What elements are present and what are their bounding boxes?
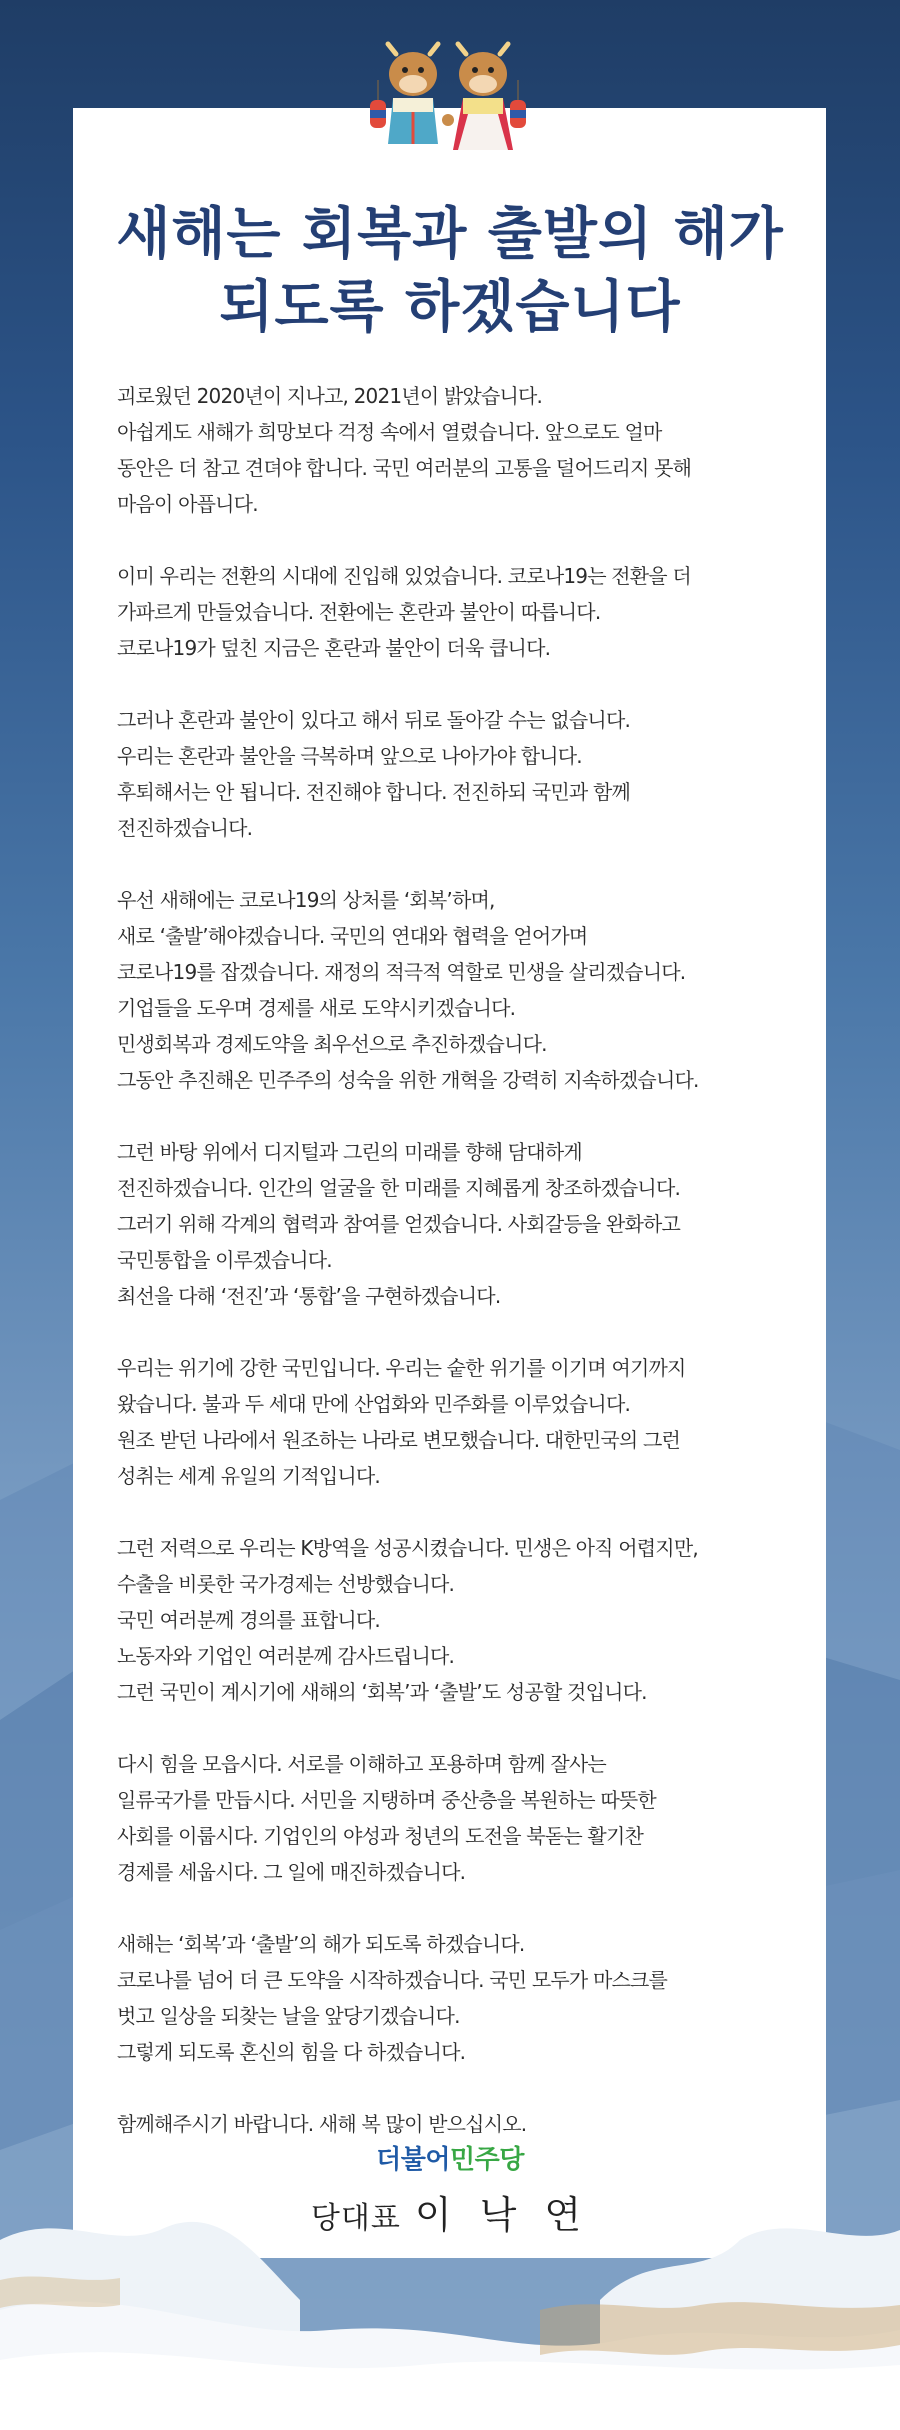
text-line: 마음이 아픕니다. — [117, 492, 258, 516]
text-line: 국민 여러분께 경의를 표합니다. — [117, 1608, 380, 1632]
text-line: 후퇴해서는 안 됩니다. 전진해야 합니다. 전진하되 국민과 함께 — [117, 780, 631, 804]
text-line: 국민통합을 이루겠습니다. — [117, 1248, 332, 1272]
text-line: 새해는 ‘회복’과 ‘출발’의 해가 되도록 하겠습니다. — [117, 1932, 525, 1956]
text-line: 최선을 다해 ‘전진’과 ‘통합’을 구현하겠습니다. — [117, 1284, 501, 1308]
text-line: 새로 ‘출발’해야겠습니다. 국민의 연대와 협력을 얻어가며 — [117, 924, 588, 948]
party-logo-part2: 민주당 — [450, 2145, 524, 2175]
text-line: 사회를 이룹시다. 기업인의 야성과 청년의 도전을 북돋는 활기찬 — [117, 1824, 643, 1848]
text-line: 벗고 일상을 되찾는 날을 앞당기겠습니다. — [117, 2004, 460, 2028]
text-line: 우리는 혼란과 불안을 극복하며 앞으로 나아가야 합니다. — [117, 744, 582, 768]
text-line: 우선 새해에는 코로나19의 상처를 ‘회복’하며, — [117, 888, 495, 912]
text-line: 그동안 추진해온 민주주의 성숙을 위한 개혁을 강력히 지속하겠습니다. — [117, 1068, 699, 1092]
text-line: 코로나19를 잡겠습니다. 재정의 적극적 역할로 민생을 살리겠습니다. — [117, 960, 686, 984]
text-line: 그런 국민이 계시기에 새해의 ‘회복’과 ‘출발’도 성공할 것입니다. — [117, 1680, 647, 1704]
text-line: 우리는 위기에 강한 국민입니다. 우리는 숱한 위기를 이기며 여기까지 — [117, 1356, 686, 1380]
text-line: 전진하겠습니다. — [117, 816, 253, 840]
text-line: 이미 우리는 전환의 시대에 진입해 있었습니다. 코로나19는 전환을 더 — [117, 564, 691, 588]
text-line: 가파르게 만들었습니다. 전환에는 혼란과 불안이 따릅니다. — [117, 600, 601, 624]
text-line: 경제를 세웁시다. 그 일에 매진하겠습니다. — [117, 1860, 466, 1884]
text-line: 원조 받던 나라에서 원조하는 나라로 변모했습니다. 대한민국의 그런 — [117, 1428, 681, 1452]
text-line: 그러기 위해 각계의 협력과 참여를 얻겠습니다. 사회갈등을 완화하고 — [117, 1212, 681, 1236]
text-line: 함께해주시기 바랍니다. 새해 복 많이 받으십시오. — [117, 2112, 527, 2136]
text-line: 그렇게 되도록 혼신의 힘을 다 하겠습니다. — [117, 2040, 466, 2064]
text-line: 그런 바탕 위에서 디지털과 그린의 미래를 향해 담대하게 — [117, 1140, 582, 1164]
text-line: 동안은 더 참고 견뎌야 합니다. 국민 여러분의 고통을 덜어드리지 못해 — [117, 456, 692, 480]
party-logo — [0, 2144, 900, 2176]
text-line: 전진하겠습니다. 인간의 얼굴을 한 미래를 지혜롭게 창조하겠습니다. — [117, 1176, 681, 1200]
text-line: 그러나 혼란과 불안이 있다고 해서 뒤로 돌아갈 수는 없습니다. — [117, 708, 631, 732]
paragraph-1 — [117, 378, 797, 522]
text-line: 일류국가를 만듭시다. 서민을 지탱하며 중산층을 복원하는 따뜻한 — [117, 1788, 656, 1812]
paragraph-4 — [117, 882, 797, 1098]
paragraph-8 — [117, 1746, 797, 1890]
paragraph-6 — [117, 1350, 797, 1494]
text-line: 수출을 비롯한 국가경제는 선방했습니다. — [117, 1572, 455, 1596]
signature — [0, 2184, 900, 2239]
text-line: 아쉽게도 새해가 희망보다 걱정 속에서 열렸습니다. 앞으로도 얼마 — [117, 420, 662, 444]
signature-name: 이 낙 연 — [414, 2193, 590, 2237]
party-logo-part1: 더불어 — [376, 2145, 450, 2175]
text-line: 민생회복과 경제도약을 최우선으로 추진하겠습니다. — [117, 1032, 547, 1056]
text-line: 왔습니다. 불과 두 세대 만에 산업화와 민주화를 이루었습니다. — [117, 1392, 631, 1416]
message-body — [117, 378, 797, 2178]
text-line: 그런 저력으로 우리는 K방역을 성공시켰습니다. 민생은 아직 어렵지만, — [117, 1536, 698, 1560]
paragraph-3 — [117, 702, 797, 846]
text-line: 괴로웠던 2020년이 지나고, 2021년이 밝았습니다. — [117, 384, 543, 408]
text-line: 다시 힘을 모읍시다. 서로를 이해하고 포용하며 함께 잘사는 — [117, 1752, 606, 1776]
text-line: 노동자와 기업인 여러분께 감사드립니다. — [117, 1644, 455, 1668]
text-line: 성취는 세계 유일의 기적입니다. — [117, 1464, 380, 1488]
paragraph-5 — [117, 1134, 797, 1314]
ox-couple-mascot-icon — [368, 40, 528, 160]
headline-line-1: 새해는 회복과 출발의 해가 — [116, 201, 784, 267]
text-line: 코로나19가 덮친 지금은 혼란과 불안이 더욱 큽니다. — [117, 636, 551, 660]
paragraph-7 — [117, 1530, 797, 1710]
paragraph-2 — [117, 558, 797, 666]
text-line: 코로나를 넘어 더 큰 도약을 시작하겠습니다. 국민 모두가 마스크를 — [117, 1968, 668, 1992]
text-line: 기업들을 도우며 경제를 새로 도약시키겠습니다. — [117, 996, 516, 1020]
headline-line-2: 되도록 하겠습니다 — [219, 274, 681, 340]
signature-role: 당대표 — [310, 2201, 401, 2236]
paragraph-9 — [117, 1926, 797, 2070]
